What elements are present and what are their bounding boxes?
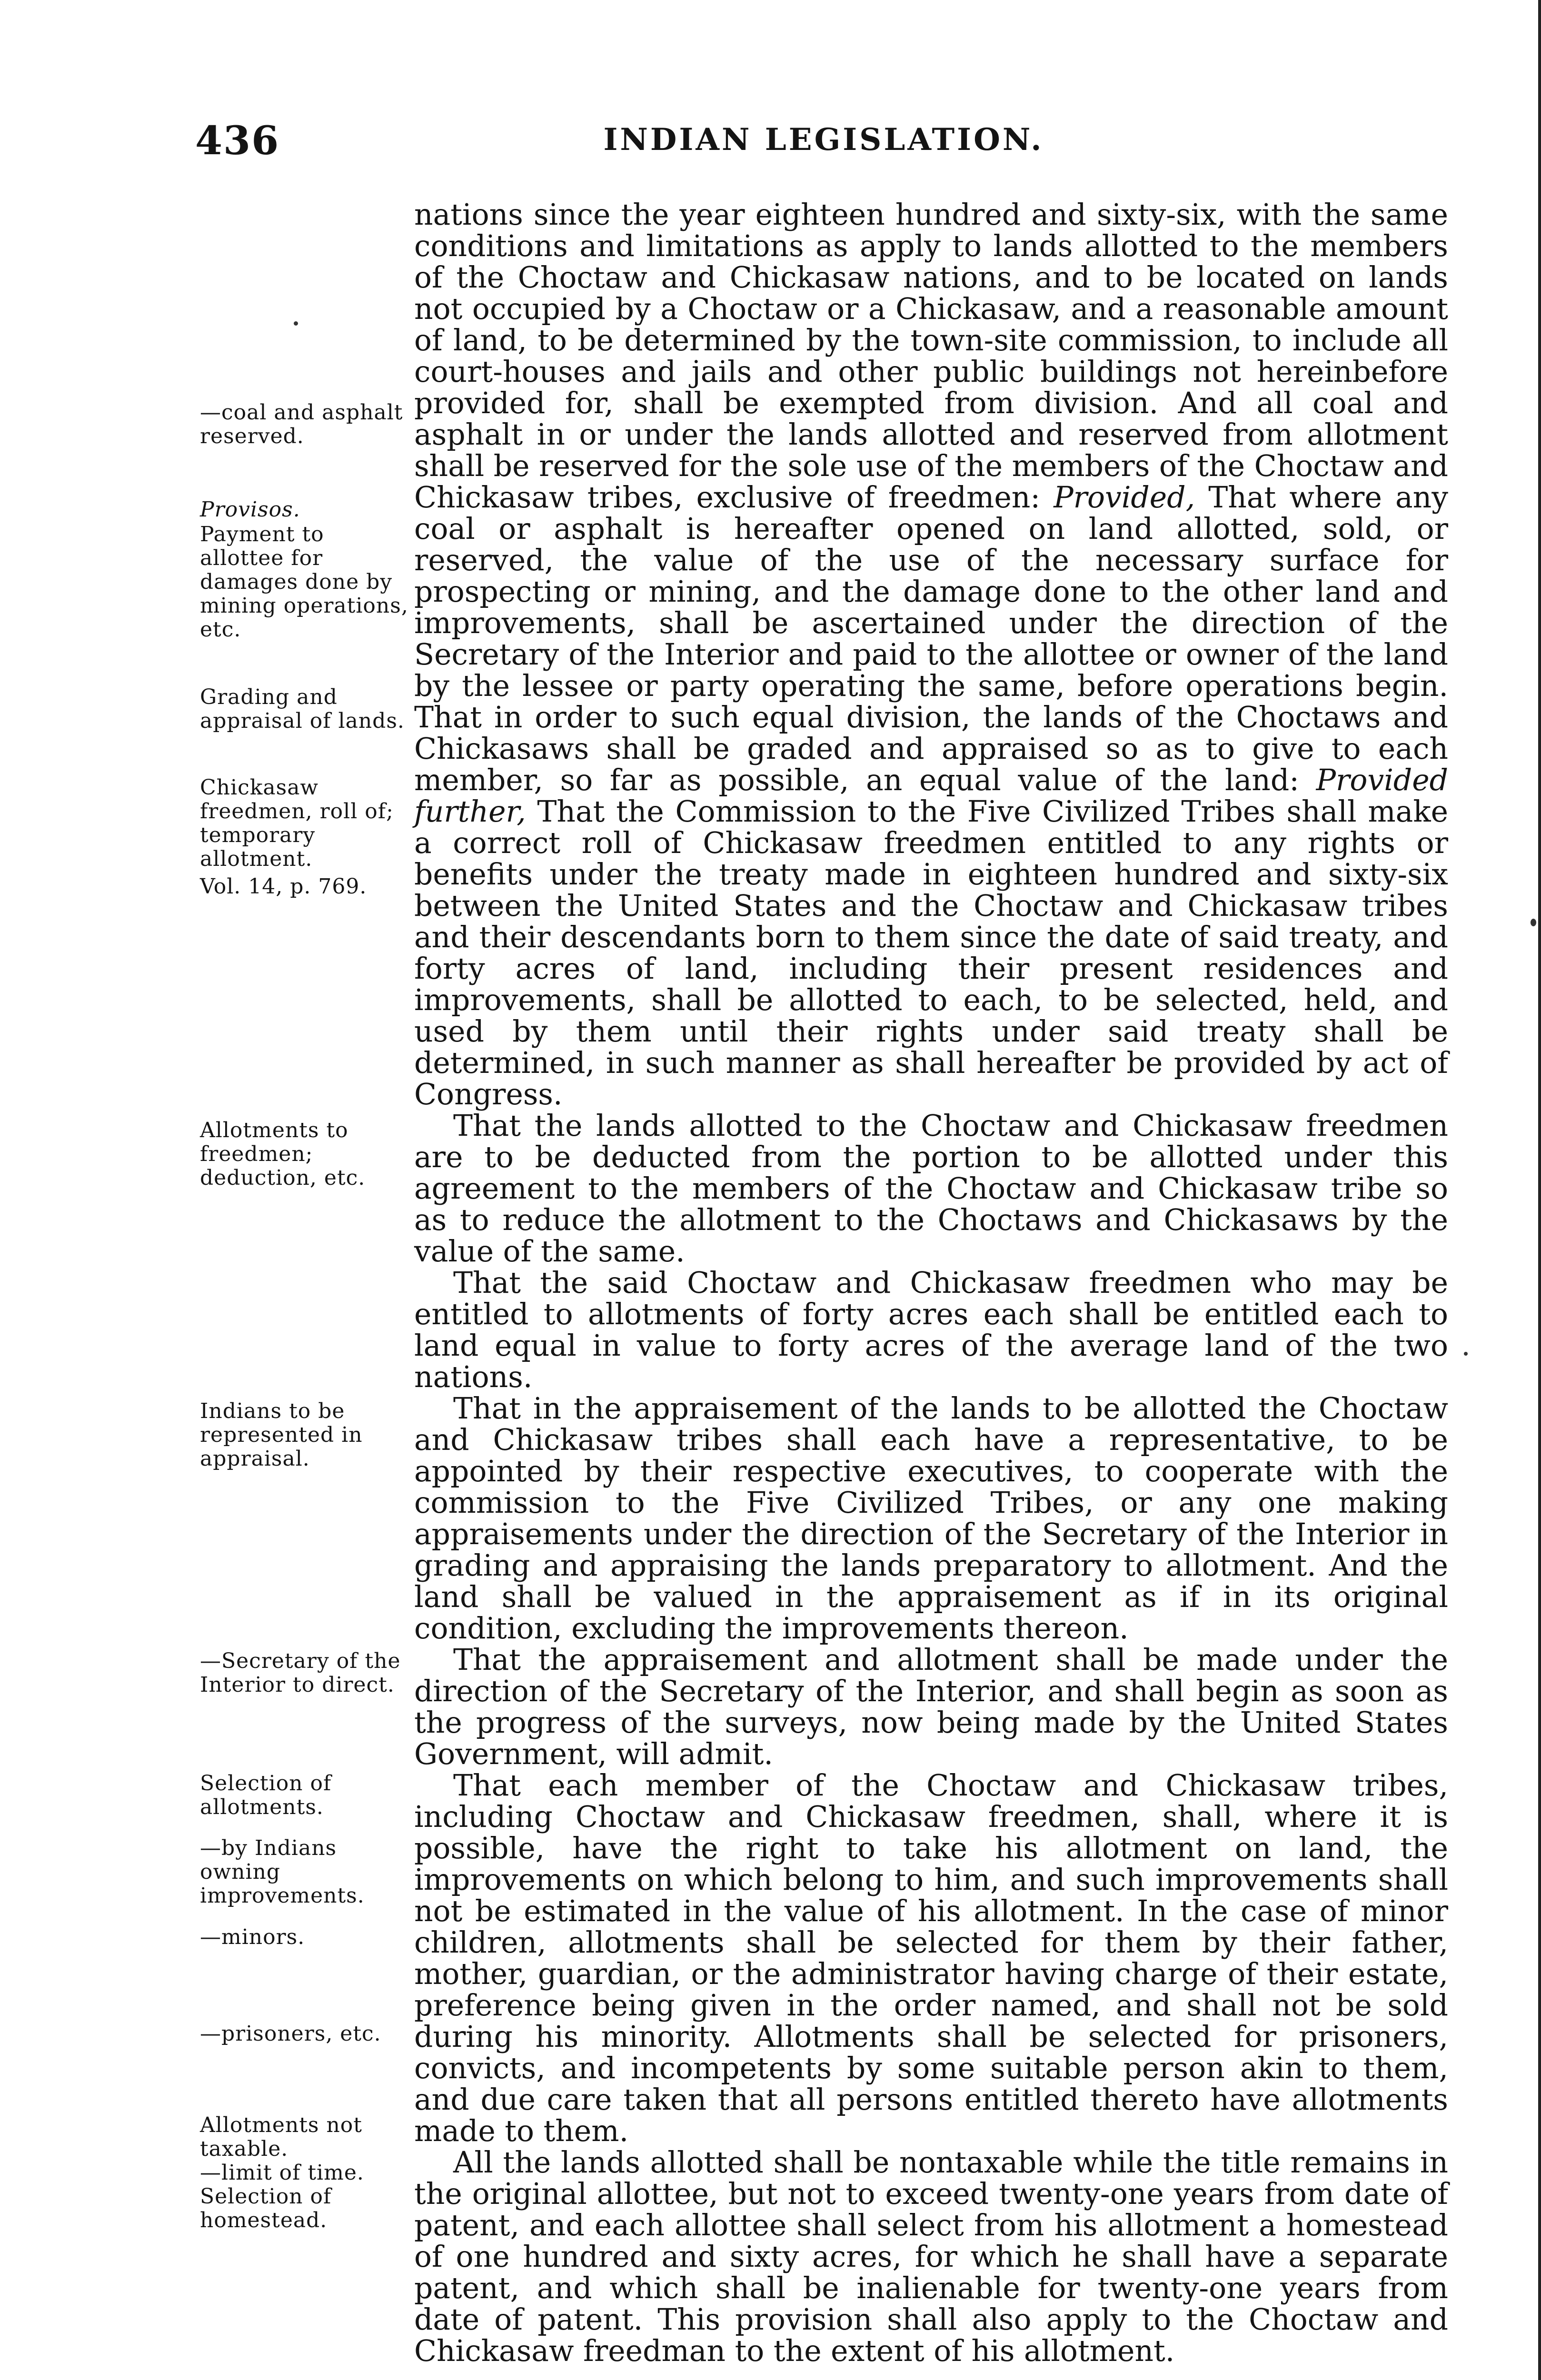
scan-speck [1531, 919, 1536, 926]
paragraph-selection-of-allotments: That each member of the Choctaw and Chickasaw tribes, including Choctaw and Chickasaw freedmen, shall, where it is possible, have the right to take his allotment on land, the improvements on which belong to him, and such improvements shall not be estimated in the value of his allotment. In the case of minor children, allotments shall be selected for them by their father, mother, guardian, or the administrator having charge of their estate, preference being given in the order named, and shall not be sold during his minority. Allotments shall be selected for prisoners, convicts, and incompetents by some suitable person akin to them, and due care taken that all persons entitled thereto have allotments made to them. [414, 1768, 1448, 2148]
margin-note-prisoners: —prisoners, etc. [200, 2022, 381, 2046]
margin-note-selection: Selection of allotments. [200, 1771, 332, 1819]
margin-note-coal: —coal and asphalt reserved. [200, 400, 403, 448]
margin-note-secretary: —Secretary of the Interior to direct. [200, 1649, 401, 1697]
margin-note-nontaxable: Allotments not taxable. [200, 2113, 362, 2161]
paragraph-secretary-direction: That the appraisement and allotment shall be made under the direction of the Secretary of the Interior, and shall begin as soon as the progress of the surveys, now being made by the United States Government, will admit. [414, 1643, 1448, 1771]
scan-speck [1464, 1352, 1468, 1356]
scan-speck [294, 321, 298, 326]
paragraph-freedmen-equal-value: That the said Choctaw and Chickasaw freedmen who may be entitled to allotments of forty acres each shall be entitled each to land equal in value to forty acres of the average land of the two nations. [414, 1266, 1448, 1394]
margin-note-homestead: Selection of homestead. [200, 2184, 332, 2232]
page-edge-right [1538, 0, 1541, 2380]
margin-note-represented: Indians to be represented in appraisal. [200, 1399, 363, 1471]
margin-note-payment: Payment to allottee for damages done by mining operations, etc. [200, 522, 408, 642]
paragraph-continuation: nations since the year eighteen hundred and sixty-six, with the same conditions and limitations as apply to lands allotted to the members of the Choctaw and Chickasaw nations, and to be located on lands not occupied by a Choctaw or a Chickasaw, and a reasonable amount of land, to be determined by the town-site commission, to include all court-houses and jails and other public buildings not hereinbefore provided for, shall be exempted from division. And all coal and asphalt in or under the lands allotted and reserved from allotment shall be reserved for the sole use of the members of the Choctaw and Chickasaw tribes, exclusive of freedmen: Provided, That where any coal or asphalt is hereafter opened on land allotted, sold, or reserved, the value of the use of the necessary surface for prospecting or mining, and the damage done to the other land and improvements, shall be ascertained under the direction of the Secretary of the Interior and paid to the allottee or owner of the land by the lessee or party operating the same, before operations begin. That in order to such equal division, the lands of the Choctaws and Chickasaws shall be graded and appraised so as to give to each member, so far as possible, an equal value of the land: Provided further, That the Commission to the Five Civilized Tribes shall make a correct roll of Chickasaw freedmen entitled to any rights or benefits under the treaty made in eighteen hundred and sixty-six between the United States and the Choctaw and Chickasaw tribes and their descendants born to them since the date of said treaty, and forty acres of land, including their present residences and improvements, shall be allotted to each, to be selected, held, and used by them until their rights under said treaty shall be determined, in such manner as shall hereafter be provided by act of Congress. [414, 198, 1448, 1111]
margin-note-provisos: Provisos. [200, 497, 300, 522]
running-title: INDIAN LEGISLATION. [603, 122, 1044, 158]
page-header [195, 118, 1452, 170]
margin-note-freedmen-roll: Chickasaw freedmen, roll of; temporary allotment. [200, 775, 394, 871]
body-text [414, 199, 1448, 2367]
margin-note-limit: —limit of time. [200, 2161, 364, 2185]
margin-note-improvements: —by Indians owning improvements. [200, 1836, 365, 1908]
paragraph-freedmen-deduction: That the lands allotted to the Choctaw and Chickasaw freedmen are to be deducted from the portion to be allotted under this agreement to the members of the Choctaw and Chickasaw tribe so as to reduce the allotment to the Choctaws and Chickasaws by the value of the same. [414, 1109, 1448, 1269]
page-number: 436 [195, 118, 280, 164]
margin-note-minors: —minors. [200, 1925, 305, 1949]
margin-note-deduction: Allotments to freedmen; deduction, etc. [200, 1118, 366, 1190]
paragraph-appraisement-representatives: That in the appraisement of the lands to be allotted the Choctaw and Chickasaw tribes shall each have a representative, to be appointed by their respective executives, to cooperate with the commission to the Five Civilized Tribes, or any one making appraisements under the direction of the Secretary of the Interior in grading and appraising the lands preparatory to allotment. And the land shall be valued in the appraisement as if in its original condition, excluding the improvements thereon. [414, 1391, 1448, 1646]
margin-note-statute-reference: Vol. 14, p. 769. [200, 874, 367, 899]
paragraph-nontaxable-homestead: All the lands allotted shall be nontaxable while the title remains in the original allottee, but not to exceed twenty-one years from date of patent, and each allottee shall select from his allotment a homestead of one hundred and sixty acres, for which he shall have a separate patent, and which shall be inalienable for twenty-one years from date of patent. This provision shall also apply to the Choctaw and Chickasaw freedman to the extent of his allotment. [414, 2145, 1448, 2368]
margin-note-grading: Grading and appraisal of lands. [200, 685, 405, 733]
